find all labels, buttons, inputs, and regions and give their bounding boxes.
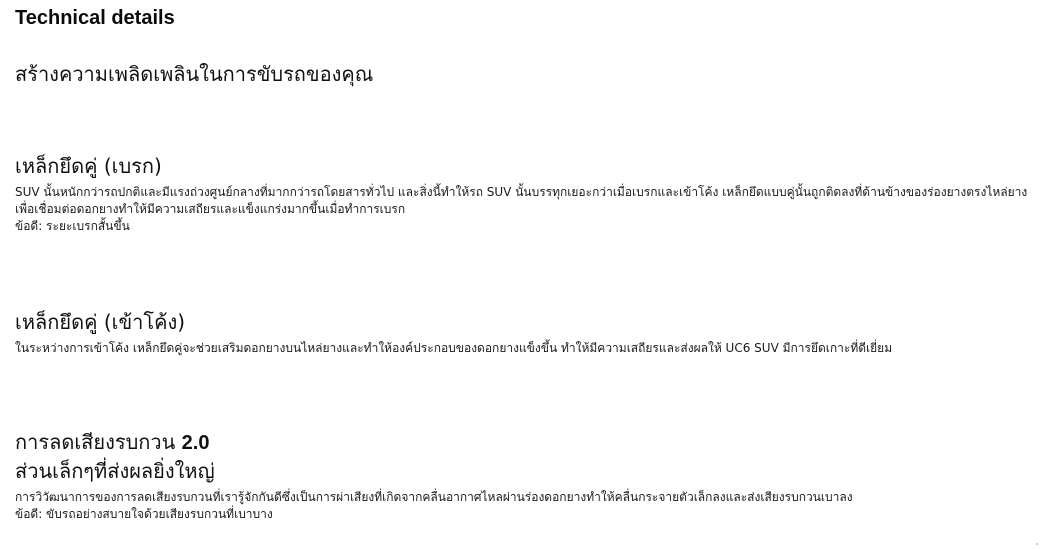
section-twin-tie-bar-braking	[15, 152, 1040, 235]
section-heading-main: การลดเสียงรบกวน	[15, 430, 182, 454]
section-heading: เหล็กยึดคู่ (เบรก)	[15, 154, 162, 178]
corner-dot	[1036, 543, 1038, 545]
section-description: การวิวัฒนาการของการลดเสียงรบกวนที่เรารู้จักกันดีซึ่งเป็นการผ่าเสียงที่เกิดจากคลื่นอากาศไหลผ่านร่องดอกยางทำให้คลื่นกระจายตัวเล็กลงและส่งเสียงรบกวนเบาลง	[15, 490, 853, 504]
section-description: SUV นั้นหนักกว่ารถปกติและมีแรงถ่วงศูนย์กลางที่มากกว่ารถโดยสารทั่วไป และสิ่งนี้ทำให้รถ SUV นั้นบรรทุกเยอะกว่าเมื่อเบรกและเข้าโค้ง เหล็กยึดแบบคู่นั้นถูกติดลงที่ด้านข้างของร่องยางตรงไหล่ยางเพื่อเชื่อมต่อดอกยางทำให้มีความเสถียรและแข็งแกร่งมากขึ้นเมื่อทำการเบรก	[15, 185, 1028, 216]
page-subtitle: สร้างความเพลิดเพลินในการขับรถของคุณ	[15, 62, 374, 86]
section-heading-version: 2.0	[181, 432, 210, 454]
section-body	[15, 184, 1040, 235]
section-twin-tie-bar-cornering	[15, 308, 1040, 357]
section-heading	[15, 428, 1040, 457]
section-heading: เหล็กยึดคู่ (เข้าโค้ง)	[15, 310, 186, 334]
section-benefit: ข้อดี: ระยะเบรกสั้นขึ้น	[15, 219, 130, 233]
page-title: Technical details	[15, 7, 175, 29]
section-benefit: ข้อดี: ขับรถอย่างสบายใจด้วยเสียงรบกวนที่เบาบาง	[15, 507, 273, 521]
section-subheading: ส่วนเล็กๆที่ส่งผลยิ่งใหญ่	[15, 459, 215, 483]
section-body	[15, 340, 1040, 357]
section-description: ในระหว่างการเข้าโค้ง เหล็กยึดคู่จะช่วยเสริมดอกยางบนไหล่ยางและทำให้องค์ประกอบของดอกยางแข็งขึ้น ทำให้มีความเสถียรและส่งผลให้ UC6 SUV มีการยึดเกาะที่ดีเยี่ยม	[15, 341, 893, 355]
section-body	[15, 489, 1040, 523]
section-noise-reduction	[15, 428, 1040, 523]
